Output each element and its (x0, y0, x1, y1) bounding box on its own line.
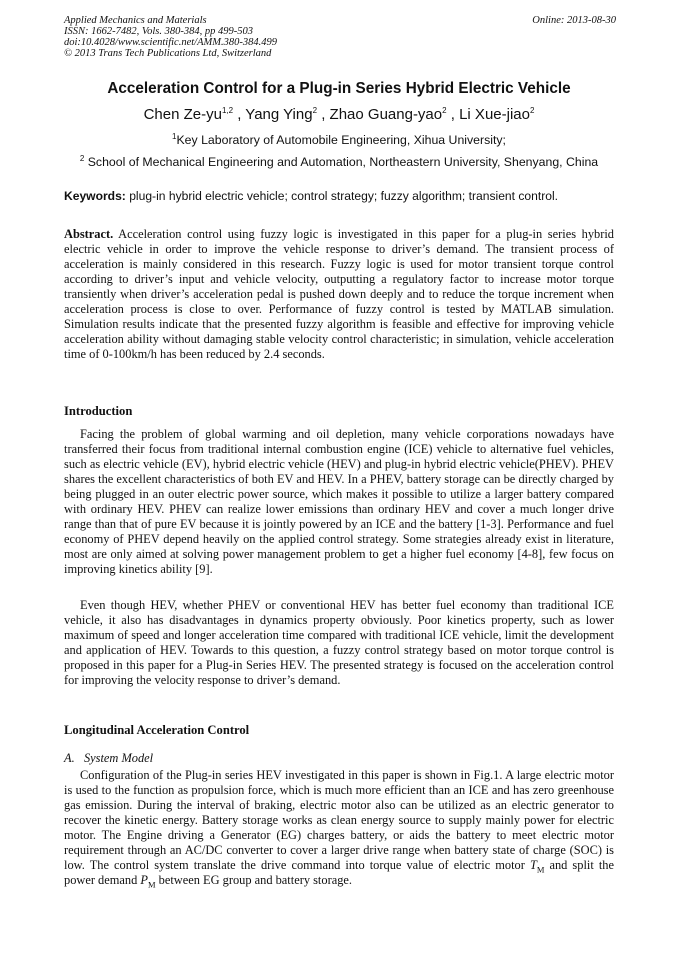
subsection-heading-system-model (64, 751, 153, 766)
affiliation-2 (40, 155, 638, 169)
journal-metadata (64, 15, 616, 59)
author-name: Zhao Guang-yao (329, 106, 443, 123)
author-separator: , (233, 106, 246, 123)
keywords-label: Keywords: (64, 189, 126, 203)
author-separator: , (317, 106, 330, 123)
section-heading-longitudinal: Longitudinal Acceleration Control (64, 723, 250, 737)
subsection-label: A. (64, 751, 75, 765)
author-separator: , (446, 106, 460, 123)
paragraph-text: Configuration of the Plug-in series HEV investigated in this paper is shown in Fig.1. A large electric motor is used to the function as propulsion force, which is much more efficient than an ICE and has zero greenhouse gas emission. During the interval of braking, electric motor also can be utilized as an electric generator to recover the kinetic energy. Battery storage works as clean energy source to supply mainly power for electric motor. The Engine driving a Generator (EG) charges battery, or aids the battery to meet electric motor requirement through an AC/DC converter to cover a larger drive range when battery state of charge (SOC) is low. The control system translate the drive command into torque value of electric motor (64, 768, 614, 872)
abstract (64, 227, 614, 362)
paragraph-text: and split the power demand (64, 858, 614, 887)
introduction-paragraph-1: Facing the problem of global warming and oil depletion, many vehicle corporations nowadays have transferred their focus from traditional internal combustion engine (ICE) vehicle to alternative fuel vehicles, such as electric vehicle (EV), hybrid electric vehicle (HEV) and plug-in hybrid electric vehicle(PHEV). PHEV shares the excellent characteristics of both EV and HEV. In a PHEV, battery storage can be directly charged by being plugged in an outer electric power source, which makes it possible to utilize a larger battery compared with ordinary HEV. PHEV can realize lower emissions than ordinary HEV and cover a much longer drive range than that of pure EV because it is jointly powered by an ICE and the battery [1-3]. Performance and fuel economy of PHEV depend heavily on the applied control strategy. Some strategies already exist in literature, most are only aimed at solving power management problem to get a higher fuel economy [4-8], few focus on improving kinetics ability [9]. (64, 427, 614, 576)
affiliation-text: Key Laboratory of Automobile Engineering, Xihua University; (176, 133, 506, 147)
affiliation-mark: 2 (79, 153, 85, 163)
affiliation-1 (40, 133, 638, 147)
variable-power: P (140, 873, 148, 887)
paper-title: Acceleration Control for a Plug-in Series Hybrid Electric Vehicle (107, 80, 571, 97)
author-affiliation-mark: 2 (529, 106, 535, 115)
issn-line: ISSN: 1662-7482, Vols. 380-384, pp 499-503 (64, 26, 253, 37)
variable-subscript: M (536, 864, 545, 875)
abstract-label: Abstract. (64, 227, 114, 241)
author-list (40, 106, 638, 123)
affiliation-mark: 1 (172, 131, 177, 141)
author-name: Li Xue-jiao (459, 106, 530, 123)
doi-line: doi:10.4028/www.scientific.net/AMM.380-384.499 (64, 37, 277, 48)
author-name: Chen Ze-yu (143, 106, 222, 123)
abstract-text: Acceleration control using fuzzy logic is investigated in this paper for a plug-in series hybrid electric vehicle in order to improve the vehicle response to driver’s demand. The transient process of acceleration is mainly considered in this research. Fuzzy logic is used for motor transient torque control according to driver’s input and vehicle velocity, outputting a regulatory factor to increase motor torque transiently when driver’s acceleration pedal is pushed down deeply and to reduce the torque increment when acceleration process is close to over. Performance of fuzzy control is tested by MATLAB simulation. Simulation results indicate that the presented fuzzy algorithm is feasible and effective for improving vehicle acceleration ability without damaging stable velocity control characteristic; in simulation, vehicle acceleration time of 0-100km/h has been reduced by 2.4 seconds. (64, 227, 614, 361)
author-name: Yang Ying (245, 106, 313, 123)
paragraph-text: between EG group and battery storage. (155, 873, 352, 887)
variable-subscript: M (147, 879, 156, 890)
introduction-paragraph-2: Even though HEV, whether PHEV or conventional HEV has better fuel economy than traditional ICE vehicle, it also has disadvantages in dynamics property obviously. Poor kinetics property, such as lower maximum of speed and longer acceleration time compared with traditional ICE vehicle, limit the development and application of HEV. Towards to this question, a fuzzy control strategy based on motor torque control is proposed in this paper for a Plug-in Series HEV. The presented strategy is focused on the acceleration control for improving the velocity response to driver’s demand. (64, 598, 614, 687)
keywords (64, 189, 624, 203)
keywords-text: plug-in hybrid electric vehicle; control strategy; fuzzy algorithm; transient control. (125, 189, 559, 203)
system-model-paragraph (64, 768, 614, 888)
subsection-title: System Model (83, 751, 154, 765)
section-heading-introduction: Introduction (64, 404, 133, 418)
affiliation-text: School of Mechanical Engineering and Automation, Northeastern University, Shenyang, China (84, 155, 599, 169)
author-affiliation-mark: 1,2 (221, 106, 234, 115)
copyright-line: © 2013 Trans Tech Publications Ltd, Switzerland (64, 48, 272, 59)
variable-torque: T (529, 858, 537, 872)
journal-name: Applied Mechanics and Materials (64, 15, 207, 26)
author-affiliation-mark: 2 (312, 106, 318, 115)
online-date: Online: 2013-08-30 (532, 15, 616, 26)
author-affiliation-mark: 2 (442, 106, 447, 115)
